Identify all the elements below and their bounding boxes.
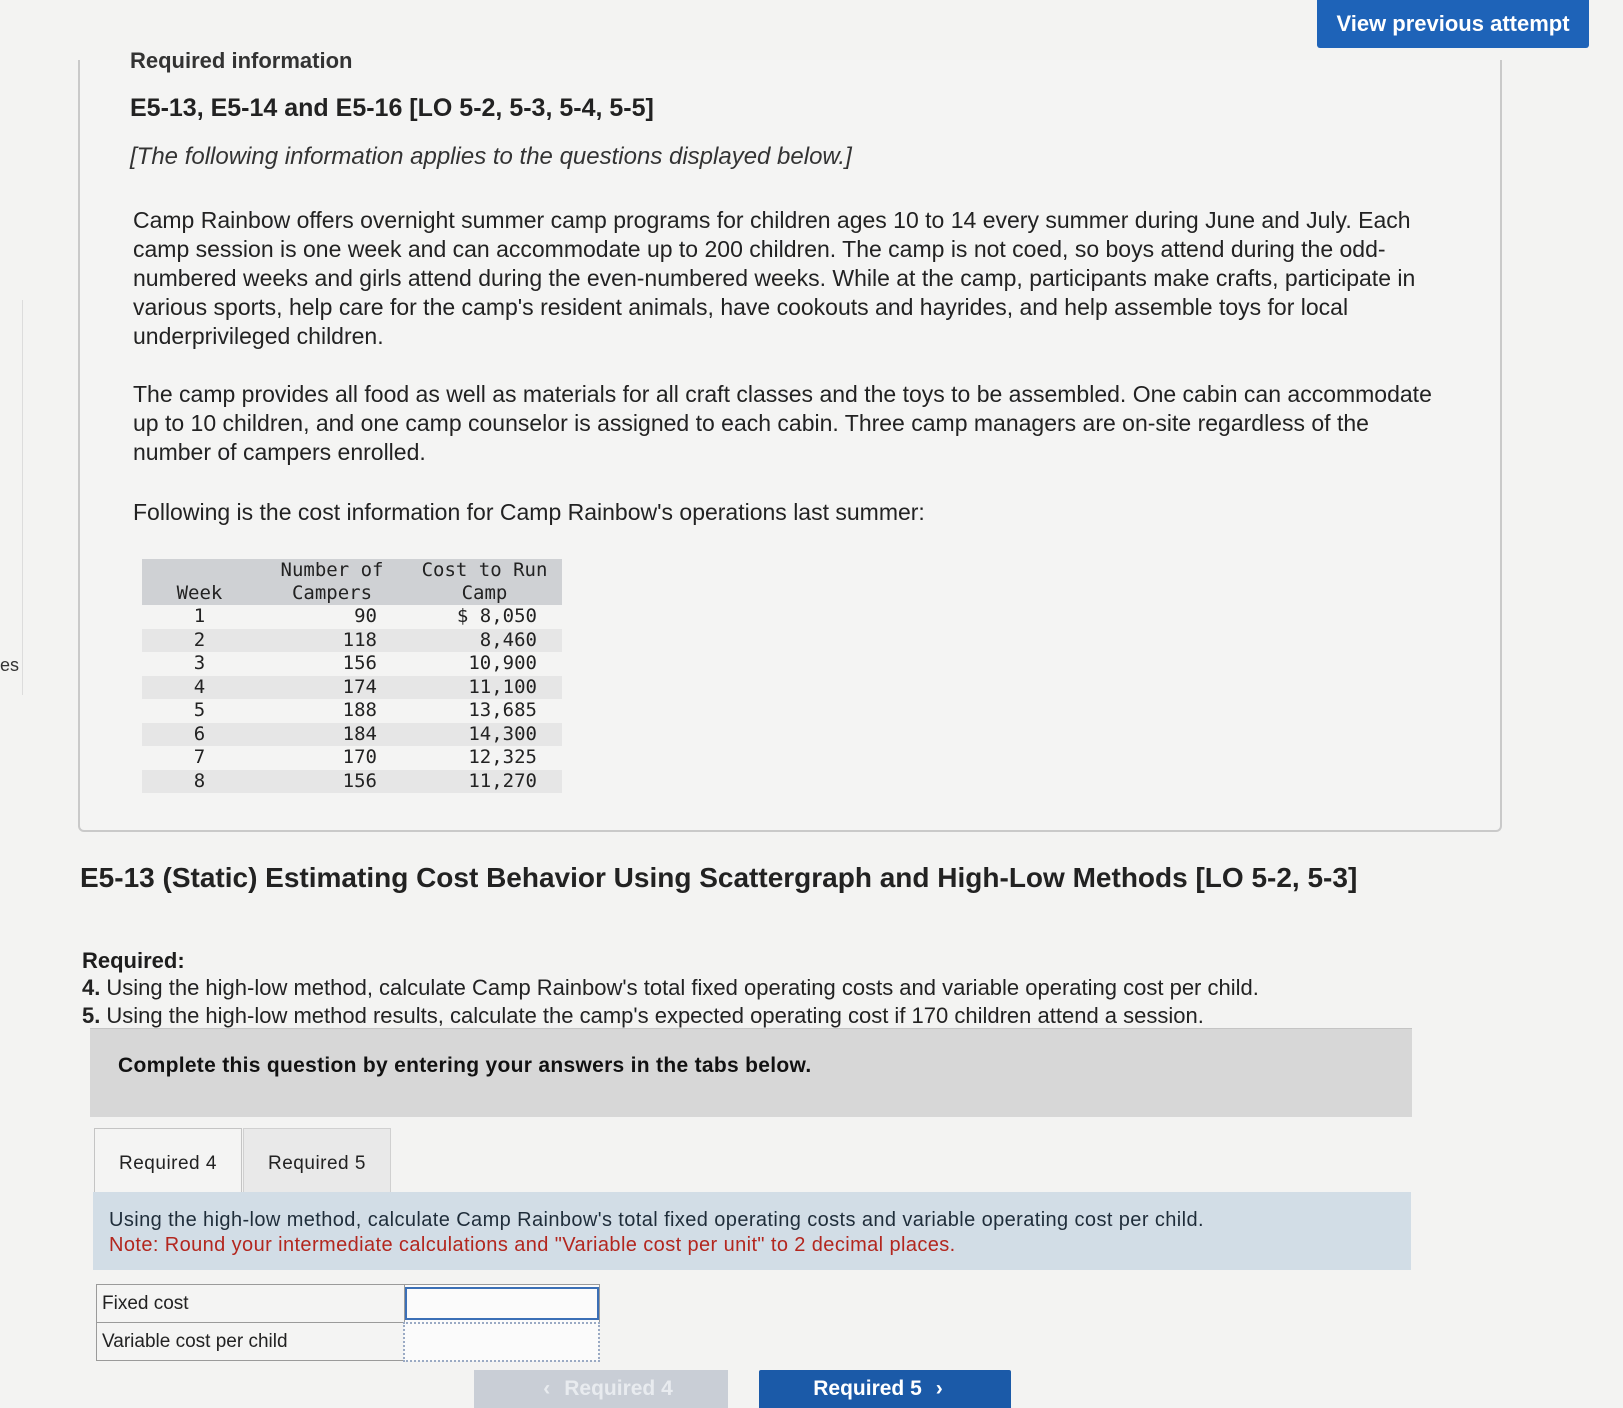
table-header-row bbox=[142, 559, 562, 605]
chevron-right-icon: › bbox=[935, 1377, 943, 1400]
chevron-left-icon: ‹ bbox=[543, 1377, 551, 1400]
table-row bbox=[142, 629, 562, 653]
question-title: E5-13 (Static) Estimating Cost Behavior Using Scattergraph and High-Low Methods [LO 5-2, 5-3] bbox=[80, 862, 1358, 893]
week-cell: 4 bbox=[142, 676, 257, 700]
table-intro-text: Following is the cost information for Camp Rainbow's operations last summer: bbox=[133, 499, 925, 525]
table-row bbox=[142, 605, 562, 629]
cost-cell: 11,100 bbox=[407, 676, 562, 700]
left-panel-edge bbox=[0, 300, 23, 695]
variable-cost-label: Variable cost per child bbox=[97, 1323, 405, 1361]
required-item-4 bbox=[82, 975, 1259, 1001]
week-cell: 1 bbox=[193, 605, 206, 627]
week-cell: 3 bbox=[193, 652, 206, 674]
view-previous-attempt-button[interactable]: View previous attempt bbox=[1317, 0, 1589, 48]
campers-cell: 118 bbox=[257, 629, 407, 653]
table-row bbox=[142, 723, 562, 747]
required-label: Required: bbox=[82, 948, 185, 973]
tab-instruction-box bbox=[93, 1192, 1411, 1270]
required-information-title: Required information bbox=[130, 48, 353, 73]
required-item-text: Using the high-low method results, calculate the camp's expected operating cost if 170 children attend a session. bbox=[106, 1003, 1204, 1028]
campers-cell: 188 bbox=[342, 699, 377, 721]
instruction-banner bbox=[90, 1028, 1412, 1117]
campers-cell: 170 bbox=[342, 746, 377, 768]
next-required-button[interactable] bbox=[759, 1370, 1011, 1408]
answer-row-fixed-cost bbox=[97, 1285, 600, 1323]
campers-cell: 156 bbox=[342, 652, 377, 674]
fixed-cost-label: Fixed cost bbox=[97, 1285, 405, 1323]
required-item-text: Using the high-low method, calculate Camp Rainbow's total fixed operating costs and variable operating cost per child. bbox=[106, 975, 1259, 1000]
tab-required-5[interactable]: Required 5 bbox=[243, 1128, 391, 1199]
exercise-heading: E5-13, E5-14 and E5-16 [LO 5-2, 5-3, 5-4, 5-5] bbox=[130, 94, 654, 122]
description-paragraph-2: The camp provides all food as well as materials for all craft classes and the toys to be assembled. One cabin can accommodate up to 10 children, and one camp counselor is assigned to each cabin. Three camp managers are on-site regardless of the number of campers enrolled. bbox=[133, 381, 1432, 465]
campers-cell: 90 bbox=[354, 605, 377, 627]
tab-instruction-text: Using the high-low method, calculate Camp Rainbow's total fixed operating costs and variable operating cost per child. bbox=[109, 1209, 1204, 1231]
week-cell: 2 bbox=[142, 629, 257, 653]
cost-information-table bbox=[142, 559, 562, 793]
answer-row-variable-cost bbox=[97, 1323, 600, 1361]
cost-cell: 14,300 bbox=[407, 723, 562, 747]
previous-required-button[interactable] bbox=[474, 1370, 728, 1408]
tab-required-4[interactable]: Required 4 bbox=[94, 1128, 242, 1199]
column-header-campers: Number of Campers bbox=[257, 559, 407, 605]
cost-cell: 8,460 bbox=[407, 629, 562, 653]
table-row bbox=[142, 699, 562, 723]
next-button-label: Required 5 bbox=[813, 1377, 922, 1400]
required-item-5 bbox=[82, 1003, 1204, 1029]
table-row bbox=[142, 676, 562, 700]
answer-table bbox=[96, 1284, 600, 1362]
week-cell: 6 bbox=[142, 723, 257, 747]
week-cell: 8 bbox=[142, 770, 257, 794]
exercise-subheading: [The following information applies to the questions displayed below.] bbox=[130, 143, 852, 170]
fixed-cost-input[interactable] bbox=[405, 1287, 599, 1320]
column-header-week: Week bbox=[142, 559, 257, 605]
left-panel-text: es bbox=[0, 655, 20, 675]
required-item-number: 5. bbox=[82, 1003, 101, 1028]
cost-cell: 12,325 bbox=[468, 746, 537, 768]
variable-cost-input[interactable] bbox=[405, 1325, 598, 1358]
table-row bbox=[142, 746, 562, 770]
campers-cell: 184 bbox=[257, 723, 407, 747]
campers-cell: 174 bbox=[257, 676, 407, 700]
required-item-number: 4. bbox=[82, 975, 101, 1000]
column-header-cost: Cost to Run Camp bbox=[407, 559, 562, 605]
cost-cell: 11,270 bbox=[407, 770, 562, 794]
week-cell: 5 bbox=[193, 699, 206, 721]
cost-cell: $ 8,050 bbox=[456, 605, 537, 627]
rounding-note: Note: Round your intermediate calculations and "Variable cost per unit" to 2 decimal places. bbox=[109, 1234, 956, 1256]
week-cell: 7 bbox=[193, 746, 206, 768]
previous-button-label: Required 4 bbox=[564, 1377, 673, 1400]
table-row bbox=[142, 770, 562, 794]
table-row bbox=[142, 652, 562, 676]
cost-cell: 13,685 bbox=[468, 699, 537, 721]
complete-question-text: Complete this question by entering your answers in the tabs below. bbox=[118, 1054, 812, 1077]
cost-cell: 10,900 bbox=[468, 652, 537, 674]
description-paragraph-1: Camp Rainbow offers overnight summer camp programs for children ages 10 to 14 every summer during June and July. Each camp session is one week and can accommodate up to 200 children. The camp is not coed, so boys attend during the odd-numbered weeks and girls attend during the even-numbered weeks. While at the camp, participants make crafts, participate in various sports, help care for the camp's resident animals, have cookouts and hayrides, and help assemble toys for local underprivileged children. bbox=[133, 207, 1416, 349]
campers-cell: 156 bbox=[257, 770, 407, 794]
